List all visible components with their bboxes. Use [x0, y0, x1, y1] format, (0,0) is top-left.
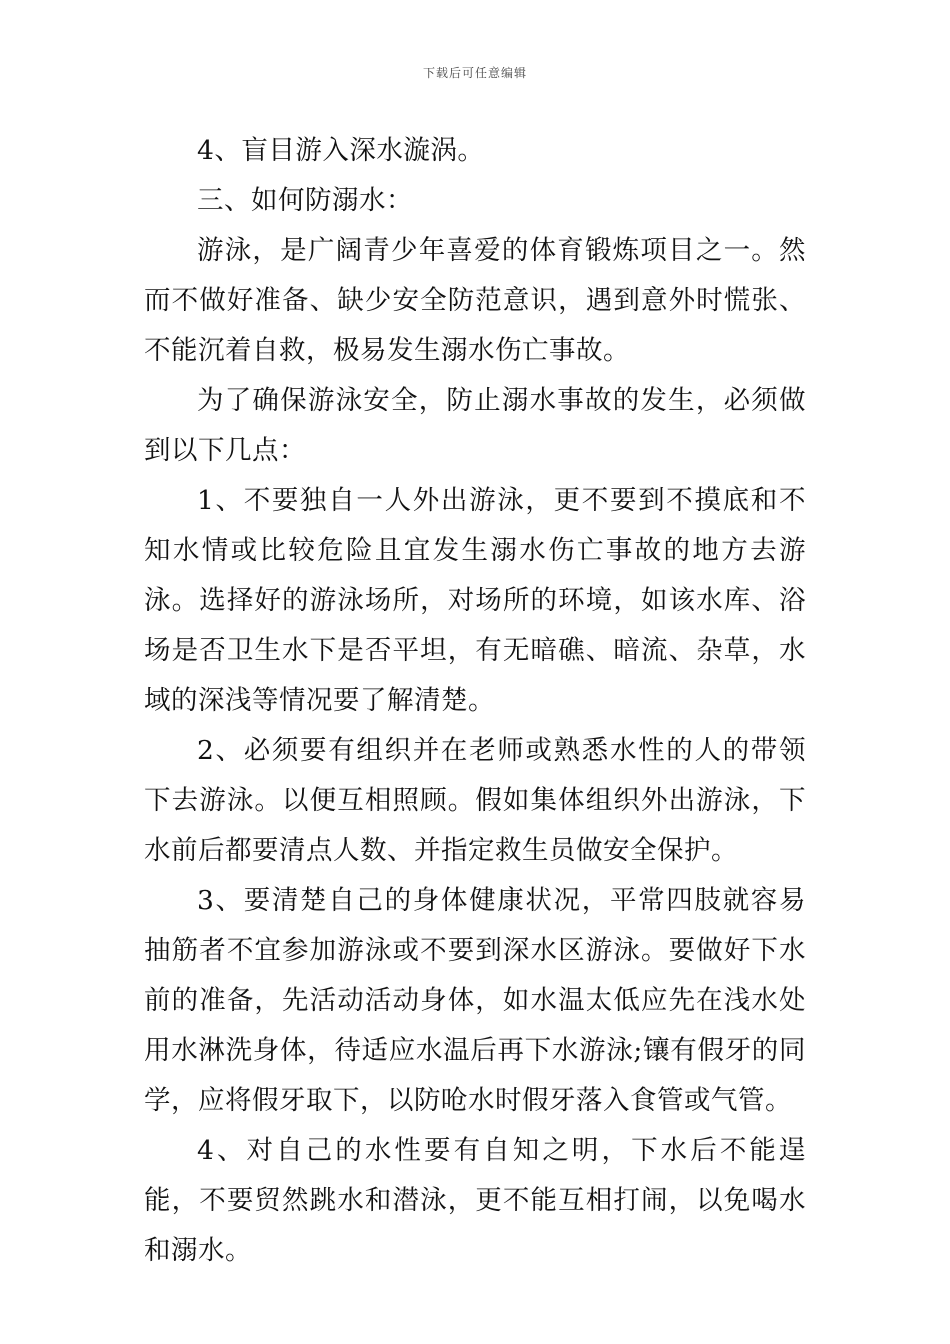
section-heading-prevent-drowning: 三、如何防溺水： [197, 185, 413, 216]
paragraph-item-4-whirlpool: 4、盲目游入深水漩涡。 [197, 135, 485, 166]
document-body [144, 126, 806, 1276]
paragraph-requirements: 为了确保游泳安全，防止溺水事故的发生，必须做到以下几点： [144, 385, 806, 466]
paragraph-intro: 游泳，是广阔青少年喜爱的体育锻炼项目之一。然而不做好准备、缺少安全防范意识，遇到意外时慌张、不能沉着自救，极易发生溺水伤亡事故。 [144, 235, 806, 366]
paragraph-point-4: 4、对自己的水性要有自知之明，下水后不能逞能，不要贸然跳水和潜泳，更不能互相打闹，以免喝水和溺水。 [144, 1135, 806, 1266]
paragraph-point-2: 2、必须要有组织并在老师或熟悉水性的人的带领下去游泳。以便互相照顾。假如集体组织外出游泳，下水前后都要清点人数、并指定救生员做安全保护。 [144, 735, 806, 866]
paragraph-point-3: 3、要清楚自己的身体健康状况，平常四肢就容易抽筋者不宜参加游泳或不要到深水区游泳。要做好下水前的准备，先活动活动身体，如水温太低应先在浅水处用水淋洗身体，待适应水温后再下水游泳;镶有假牙的同学，应将假牙取下，以防呛水时假牙落入食管或气管。 [144, 885, 806, 1116]
header-note: 下载后可任意编辑 [422, 66, 527, 80]
paragraph-point-1: 1、不要独自一人外出游泳，更不要到不摸底和不知水情或比较危险且宜发生溺水伤亡事故的地方去游泳。选择好的游泳场所，对场所的环境，如该水库、浴场是否卫生水下是否平坦，有无暗礁、暗流、杂草，水域的深浅等情况要了解清楚。 [144, 485, 806, 716]
